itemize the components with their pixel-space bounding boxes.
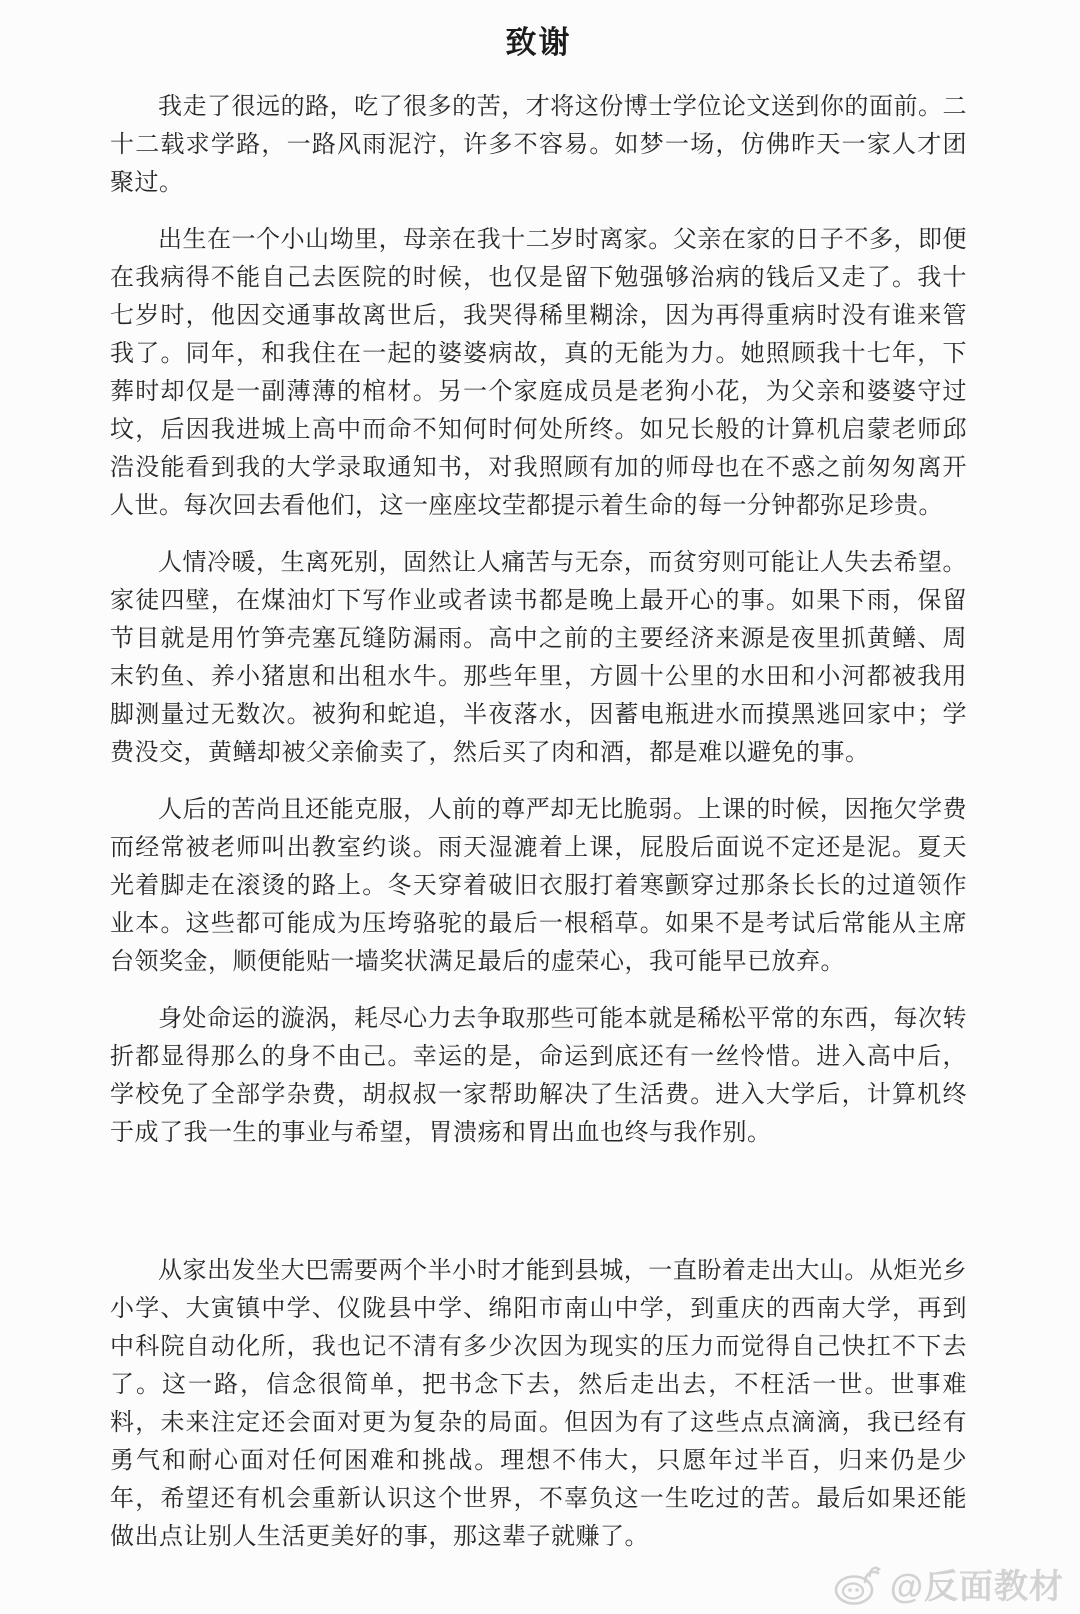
paragraph-3: 人情冷暖，生离死别，固然让人痛苦与无奈，而贫穷则可能让人失去希望。家徒四壁，在煤油灯下写作业或者读书都是晚上最开心的事。如果下雨，保留节目就是用竹笋壳塞瓦缝防漏雨。高中之前的主要经济来源是夜里抓黄鳝、周末钓鱼、养小猪崽和出租水牛。那些年里，方圆十公里的水田和小河都被我用脚测量过无数次。被狗和蛇追，半夜落水，因蓄电瓶进水而摸黑逃回家中；学费没交，黄鳝却被父亲偷卖了，然后买了肉和酒，都是难以避免的事。	[110, 550, 967, 766]
weibo-doodle-icon	[832, 1560, 884, 1608]
watermark	[832, 1559, 1064, 1608]
paragraph-2: 出生在一个小山坳里，母亲在我十二岁时离家。父亲在家的日子不多，即便在我病得不能自己去医院的时候，也仅是留下勉强够治病的钱后又走了。我十七岁时，他因交通事故离世后，我哭得稀里糊涂，因为再得重病时没有谁来管我了。同年，和我住在一起的婆婆病故，真的无能为力。她照顾我十七年，下葬时却仅是一副薄薄的棺材。另一个家庭成员是老狗小花，为父亲和婆婆守过坟，后因我进城上高中而命不知何时何处所终。如兄长般的计算机启蒙老师邱浩没能看到我的大学录取通知书，对我照顾有加的师母也在不惑之前匆匆离开人世。每次回去看他们，这一座座坟茔都提示着生命的每一分钟都弥足珍贵。	[110, 227, 967, 519]
watermark-handle: @反面教材	[889, 1568, 1064, 1606]
page-title: 致谢	[505, 25, 572, 60]
paragraph-6: 从家出发坐大巴需要两个半小时才能到县城，一直盼着走出大山。从炬光乡小学、大寅镇中学、仪陇县中学、绵阳市南山中学，到重庆的西南大学，再到中科院自动化所，我也记不清有多少次因为现实的压力而觉得自己快扛不下去了。这一路，信念很简单，把书念下去，然后走出去，不枉活一世。世事难料，未来注定还会面对更为复杂的局面。但因为有了这些点点滴滴，我已经有勇气和耐心面对任何困难和挑战。理想不伟大，只愿年过半百，归来仍是少年，希望还有机会重新认识这个世界，不辜负这一生吃过的苦。最后如果还能做出点让别人生活更美好的事，那这辈子就赚了。	[110, 1258, 967, 1550]
paragraph-4: 人后的苦尚且还能克服，人前的尊严却无比脆弱。上课的时候，因拖欠学费而经常被老师叫出教室约谈。雨天湿漉着上课，屁股后面说不定还是泥。夏天光着脚走在滚烫的路上。冬天穿着破旧衣服打着寒颤穿过那条长长的过道领作业本。这些都可能成为压垮骆驼的最后一根稻草。如果不是考试后常能从主席台领奖金，顺便能贴一墙奖状满足最后的虚荣心，我可能早已放弃。	[110, 797, 967, 975]
paragraph-5: 身处命运的漩涡，耗尽心力去争取那些可能本就是稀松平常的东西，每次转折都显得那么的身不由己。幸运的是，命运到底还有一丝怜惜。进入高中后，学校免了全部学杂费，胡叔叔一家帮助解决了生活费。进入大学后，计算机终于成了我一生的事业与希望，胃溃疡和胃出血也终与我作别。	[110, 1006, 967, 1146]
paragraph-1: 我走了很远的路，吃了很多的苦，才将这份博士学位论文送到你的面前。二十二载求学路，一路风雨泥泞，许多不容易。如梦一场，仿佛昨天一家人才团聚过。	[110, 94, 967, 196]
acknowledgement-body	[110, 88, 967, 1556]
